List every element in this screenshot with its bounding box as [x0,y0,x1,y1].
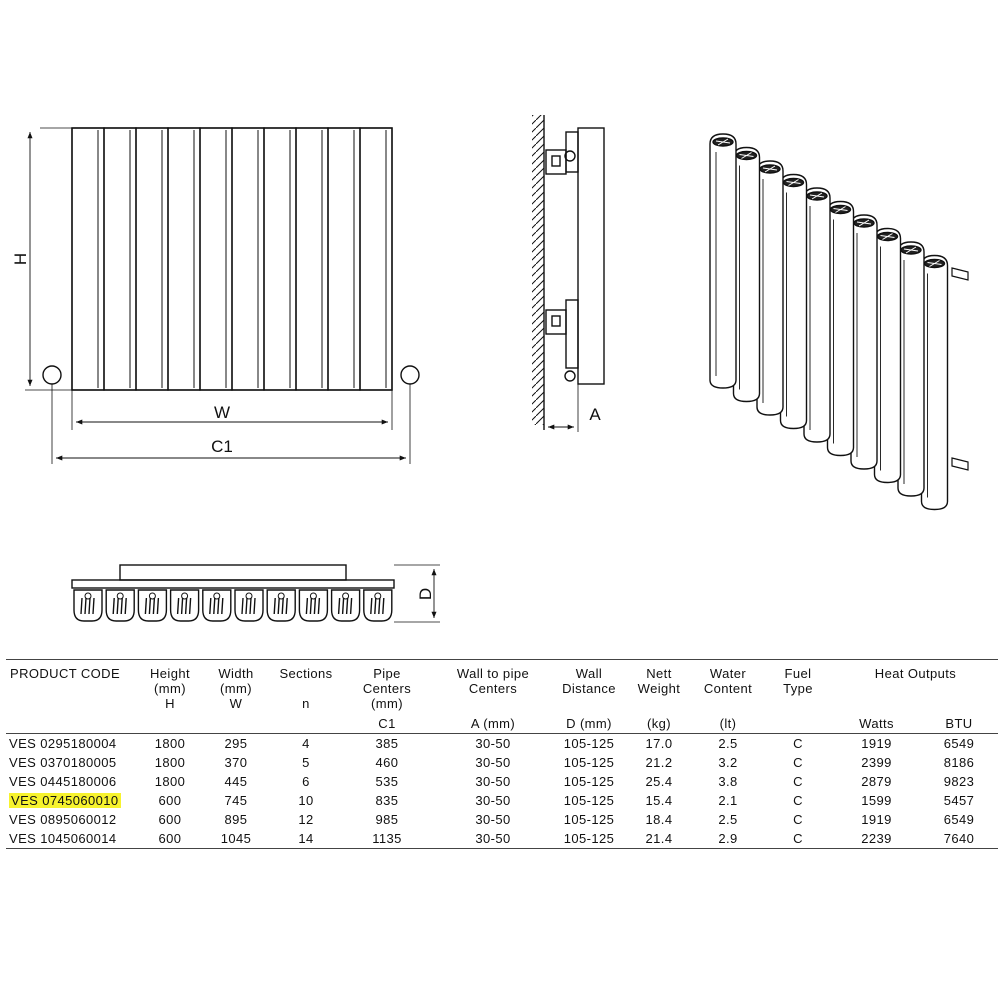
perspective-column [734,148,760,402]
product-code: VES 1045060014 [9,831,117,846]
cell-width: 445 [224,774,248,789]
cell-water: 2.5 [718,812,738,827]
cell-fuel: C [793,736,803,751]
cell-fuel: C [793,812,803,827]
table-row [6,734,998,754]
cell-watts: 2879 [861,774,892,789]
col-pipe-centers-unit: C1 [378,716,396,731]
col-watts: Watts [859,716,894,731]
perspective-view [710,134,968,510]
cell-water: 2.9 [718,831,738,846]
section-profile [364,590,392,621]
cell-height: 1800 [154,736,186,751]
dim-w-label: W [213,403,231,422]
cell-weight: 17.0 [645,736,673,751]
cell-weight: 25.4 [645,774,673,789]
cell-fuel: C [793,793,803,808]
col-water-content: Water Content [703,666,753,696]
cell-c1: 385 [375,736,399,751]
cell-fuel: C [793,774,803,789]
col-product-code: PRODUCT CODE [10,666,121,681]
cell-water: 3.2 [718,755,738,770]
cell-a: 30-50 [475,812,511,827]
col-water-content-unit: (lt) [719,716,737,731]
product-code: VES 0370180005 [9,755,117,770]
cell-width: 745 [224,793,248,808]
cell-code [6,753,139,772]
perspective-column [804,188,830,442]
section-profile [74,590,102,621]
cell-a: 30-50 [475,831,511,846]
cell-fuel: C [793,831,803,846]
col-pipe-centers: Pipe Centers (mm) [362,666,412,711]
cell-btu: 5457 [943,793,975,808]
col-width: Width (mm) W [218,666,254,711]
cell-c1: 1135 [372,831,402,846]
cell-a: 30-50 [475,755,511,770]
right-pipe-icon [401,366,419,384]
perspective-column [828,202,854,456]
product-code: VES 0445180006 [9,774,117,789]
cell-weight: 21.2 [645,755,673,770]
cell-water: 3.8 [718,774,738,789]
section-profile [299,590,327,621]
cell-d: 105-125 [563,774,615,789]
product-code: VES 0745060010 [11,793,119,808]
section-profile [171,590,199,621]
dim-h-label: H [11,252,30,266]
cell-d: 105-125 [563,831,615,846]
col-wall-to-pipe: Wall to pipe Centers [456,666,530,696]
section-profile [138,590,166,621]
cell-d: 105-125 [563,736,615,751]
cell-c1: 535 [375,774,399,789]
cell-height: 1800 [154,755,186,770]
dim-d-label: D [416,587,435,601]
cell-btu: 8186 [943,755,975,770]
perspective-column [898,242,924,496]
cell-c1: 985 [375,812,399,827]
cell-code [6,810,139,829]
col-sections: Sections n [279,666,333,711]
cell-sections: 4 [302,736,310,751]
cell-sections: 6 [302,774,310,789]
cell-width: 1045 [220,831,252,846]
front-column [232,128,264,390]
col-nett-weight: Nett Weight [637,666,681,696]
cell-sections: 10 [298,793,314,808]
front-column [168,128,200,390]
front-column [72,128,104,390]
cell-height: 600 [158,831,182,846]
cell-watts: 1919 [861,812,892,827]
front-column [104,128,136,390]
cell-weight: 18.4 [645,812,673,827]
front-column [360,128,392,390]
cell-sections: 12 [298,812,314,827]
cell-btu: 7640 [943,831,975,846]
cell-width: 295 [224,736,248,751]
col-fuel-type: Fuel Type [783,666,813,696]
col-wall-distance: Wall Distance [562,666,616,696]
section-profile [203,590,231,621]
cell-weight: 21.4 [645,831,673,846]
cell-btu: 6549 [943,736,975,751]
table-row [6,791,998,810]
perspective-column [851,215,877,469]
col-nett-weight-unit: (kg) [647,716,671,731]
front-columns [72,128,392,390]
cell-water: 2.1 [718,793,738,808]
table-row [6,753,998,772]
cell-sections: 5 [302,755,310,770]
cell-watts: 1599 [861,793,892,808]
perspective-column [781,175,807,429]
cell-d: 105-125 [563,755,615,770]
product-code: VES 0895060012 [9,812,117,827]
section-profile [267,590,295,621]
col-wall-to-pipe-unit: A (mm) [470,716,516,731]
cell-width: 370 [224,755,248,770]
front-column [264,128,296,390]
cell-code [6,734,139,754]
cell-width: 895 [224,812,248,827]
col-wall-distance-unit: D (mm) [566,716,612,731]
perspective-column [922,256,948,510]
cell-a: 30-50 [475,736,511,751]
dim-a-label: A [589,405,601,424]
side-view [532,115,604,432]
cell-c1: 460 [375,755,399,770]
perspective-column [875,229,901,483]
top-view [72,565,440,622]
cell-watts: 2399 [861,755,892,770]
cell-water: 2.5 [718,736,738,751]
section-profile [332,590,360,621]
cell-watts: 1919 [861,736,892,751]
cell-code [6,791,139,810]
cell-sections: 14 [298,831,314,846]
col-heat-outputs: Heat Outputs [874,666,957,681]
front-column [200,128,232,390]
cell-watts: 2239 [861,831,892,846]
cell-code [6,829,139,849]
cell-btu: 9823 [943,774,975,789]
cell-code [6,772,139,791]
side-radiator-body [578,128,604,384]
table-row [6,772,998,791]
table-row [6,810,998,829]
section-profile [235,590,263,621]
cell-d: 105-125 [563,793,615,808]
top-sections [74,590,392,621]
front-column [296,128,328,390]
cell-height: 1800 [154,774,186,789]
cell-weight: 15.4 [645,793,673,808]
perspective-column [710,134,736,388]
spec-table-body [6,734,998,849]
cell-a: 30-50 [475,774,511,789]
spec-table [6,659,998,849]
dim-c1-label: C1 [211,437,233,456]
cell-height: 600 [158,793,182,808]
front-column [136,128,168,390]
cell-height: 600 [158,812,182,827]
section-profile [106,590,134,621]
perspective-column [757,161,783,415]
table-row [6,829,998,849]
col-height: Height (mm) H [150,666,190,711]
product-code: VES 0295180004 [9,736,117,751]
cell-a: 30-50 [475,793,511,808]
cell-fuel: C [793,755,803,770]
cell-c1: 835 [375,793,399,808]
left-pipe-icon [43,366,61,384]
cell-btu: 6549 [943,812,975,827]
front-column [328,128,360,390]
cell-d: 105-125 [563,812,615,827]
col-btu: BTU [945,716,973,731]
